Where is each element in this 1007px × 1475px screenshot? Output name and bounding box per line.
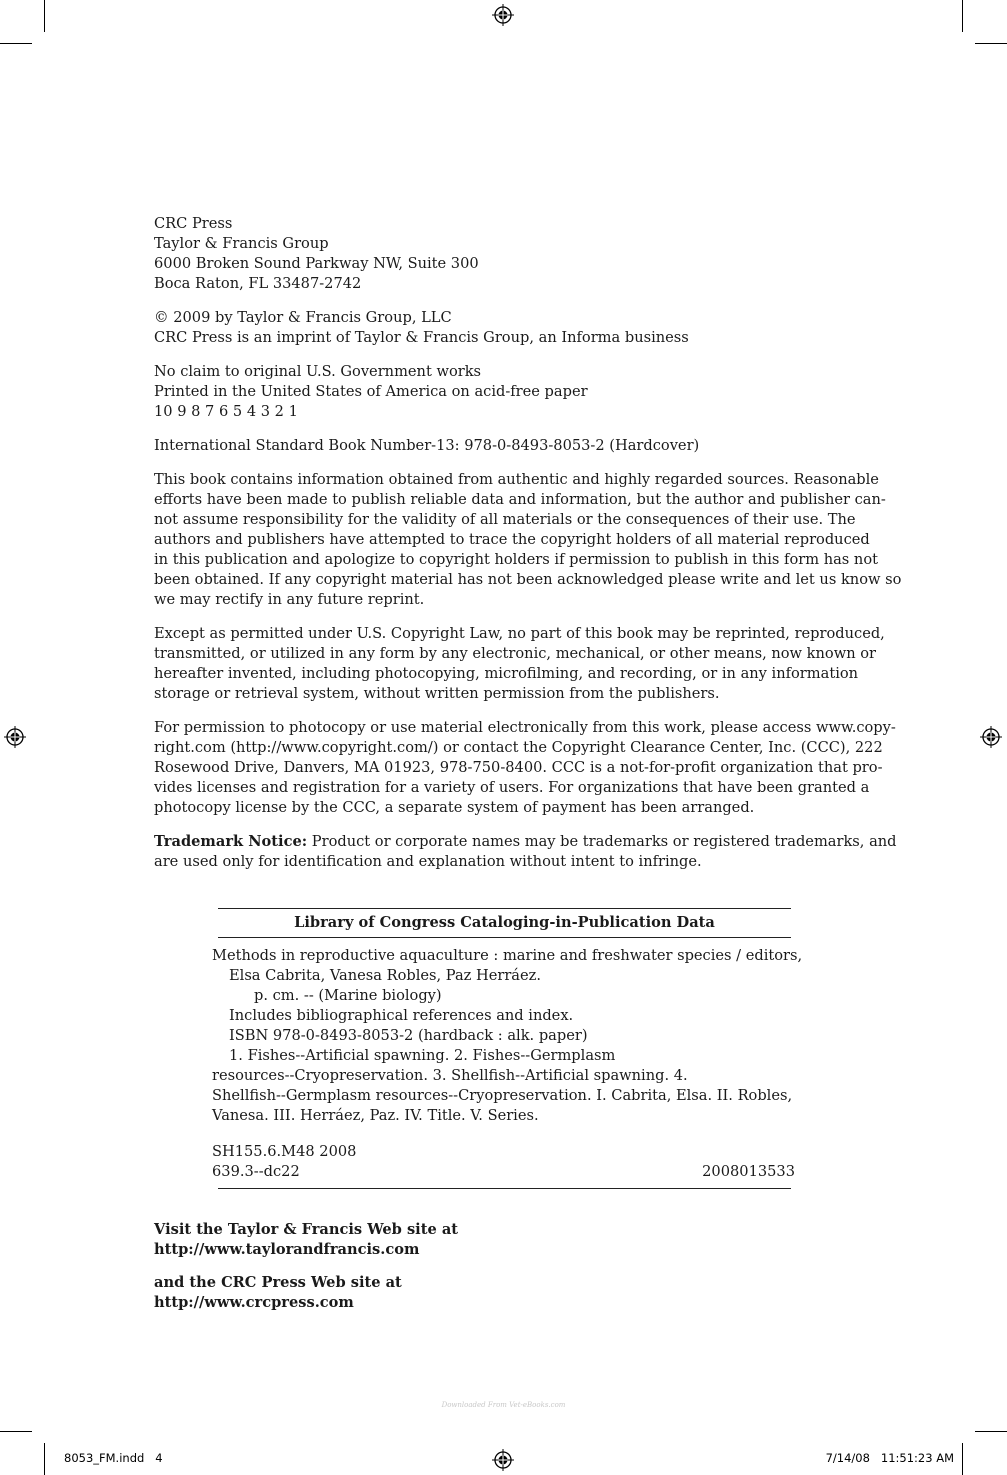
copyright-law-paragraph xyxy=(154,624,885,704)
paragraph-line: For permission to photocopy or use material electronically from this work, please access www.copy- xyxy=(154,719,896,736)
cip-line: Includes bibliographical references and index. xyxy=(229,1007,574,1024)
printing-line: 10 9 8 7 6 5 4 3 2 1 xyxy=(154,403,298,420)
registration-mark-icon xyxy=(4,726,26,748)
watermark: Downloaded From Vet-eBooks.com xyxy=(441,1401,566,1409)
address-line: 6000 Broken Sound Parkway NW, Suite 300 xyxy=(154,255,479,272)
cip-record xyxy=(212,938,803,1188)
paragraph-line: hereafter invented, including photocopying, microfilming, and recording, or in any information xyxy=(154,665,859,682)
crcpress-link[interactable]: http://www.crcpress.com xyxy=(154,1294,354,1311)
dewey-number: 639.3--dc22 xyxy=(212,1163,300,1180)
visit-line: Visit the Taylor & Francis Web site at xyxy=(154,1221,459,1238)
paragraph-line: right.com (http://www.copyright.com/) or contact the Copyright Clearance Center, Inc. (CCC), 222 xyxy=(154,739,883,756)
registration-mark-icon xyxy=(492,4,514,26)
cip-line: 1. Fishes--Artificial spawning. 2. Fishes--Germplasm xyxy=(229,1047,616,1064)
address-line: CRC Press xyxy=(154,215,233,232)
paragraph-line: been obtained. If any copyright material has not been acknowledged please write and let us know so xyxy=(154,571,902,588)
copyright-notice xyxy=(154,308,854,348)
cip-data-block xyxy=(212,908,803,1189)
cip-line: Elsa Cabrita, Vanesa Robles, Paz Herráez. xyxy=(229,967,541,984)
paragraph-line: Except as permitted under U.S. Copyright Law, no part of this book may be reprinted, reproduced, xyxy=(154,625,885,642)
copyright-page xyxy=(154,214,902,886)
printing-line: Printed in the United States of America on acid-free paper xyxy=(154,383,588,400)
cip-line: ISBN 978-0-8493-8053-2 (hardback : alk. paper) xyxy=(229,1027,588,1044)
sources-paragraph xyxy=(154,470,902,610)
crop-mark xyxy=(962,0,963,32)
permission-paragraph xyxy=(154,718,896,818)
crop-mark xyxy=(0,43,32,44)
publisher-address xyxy=(154,214,854,294)
classification-numbers xyxy=(212,1142,795,1182)
paragraph-line: authors and publishers have attempted to trace the copyright holders of all material reproduced xyxy=(154,531,870,548)
lc-class-number: SH155.6.M48 2008 xyxy=(212,1143,357,1160)
registration-mark-icon xyxy=(980,726,1002,748)
isbn-line: International Standard Book Number-13: 978-0-8493-8053-2 (Hardcover) xyxy=(154,437,700,454)
copyright-line: © 2009 by Taylor & Francis Group, LLC xyxy=(154,309,452,326)
cip-line: Shellfish--Germplasm resources--Cryopreservation. I. Cabrita, Elsa. II. Robles, xyxy=(212,1087,793,1104)
crop-mark xyxy=(975,1431,1007,1432)
cip-line: Methods in reproductive aquaculture : marine and freshwater species / editors, xyxy=(212,947,803,964)
cip-line: Vanesa. III. Herráez, Paz. IV. Title. V. Series. xyxy=(212,1107,539,1124)
taylorandfrancis-link[interactable]: http://www.taylorandfrancis.com xyxy=(154,1241,420,1258)
dewey-row xyxy=(212,1162,795,1182)
isbn-statement xyxy=(154,436,854,456)
cip-heading: Library of Congress Cataloging-in-Publication Data xyxy=(218,909,791,938)
web-sites xyxy=(154,1220,458,1313)
paragraph-line: Rosewood Drive, Danvers, MA 01923, 978-750-8400. CCC is a not-for-profit organization that pro- xyxy=(154,759,883,776)
paragraph-line: in this publication and apologize to copyright holders if permission to publish in this form has not xyxy=(154,551,878,568)
crop-mark xyxy=(962,1443,963,1475)
lccn: 2008013533 xyxy=(702,1163,795,1180)
crop-mark xyxy=(975,43,1007,44)
paragraph-line: vides licenses and registration for a variety of users. For organizations that have been granted a xyxy=(154,779,870,796)
registration-mark-icon xyxy=(492,1449,514,1471)
paragraph-line: are used only for identification and explanation without intent to infringe. xyxy=(154,853,702,870)
paragraph-line: storage or retrieval system, without written permission from the publishers. xyxy=(154,685,720,702)
paragraph-line xyxy=(154,832,897,852)
trademark-notice xyxy=(154,832,897,872)
crop-mark xyxy=(0,1431,32,1432)
paragraph-line: we may rectify in any future reprint. xyxy=(154,591,425,608)
slug-filename: 8053_FM.indd 4 xyxy=(64,1451,163,1465)
cip-line: p. cm. -- (Marine biology) xyxy=(254,987,442,1004)
paragraph-line: photocopy license by the CCC, a separate system of payment has been arranged. xyxy=(154,799,755,816)
slug-timestamp: 7/14/08 11:51:23 AM xyxy=(825,1451,954,1465)
paragraph-line: not assume responsibility for the validity of all materials or the consequences of their use. The xyxy=(154,511,856,528)
visit-line: and the CRC Press Web site at xyxy=(154,1274,402,1291)
paragraph-line: efforts have been made to publish reliable data and information, but the author and publisher can- xyxy=(154,491,886,508)
crop-mark xyxy=(44,1443,45,1475)
cip-line: resources--Cryopreservation. 3. Shellfish--Artificial spawning. 4. xyxy=(212,1067,688,1084)
printing-info xyxy=(154,362,854,422)
paragraph-line: transmitted, or utilized in any form by any electronic, mechanical, or other means, now known or xyxy=(154,645,877,662)
address-line: Taylor & Francis Group xyxy=(154,235,329,252)
printing-line: No claim to original U.S. Government works xyxy=(154,363,482,380)
trademark-text: Product or corporate names may be trademarks or registered trademarks, and xyxy=(307,833,897,850)
trademark-label: Trademark Notice: xyxy=(154,833,308,850)
address-line: Boca Raton, FL 33487-2742 xyxy=(154,275,362,292)
crop-mark xyxy=(44,0,45,32)
copyright-line: CRC Press is an imprint of Taylor & Francis Group, an Informa business xyxy=(154,329,689,346)
paragraph-line: This book contains information obtained from authentic and highly regarded sources. Reasonable xyxy=(154,471,879,488)
